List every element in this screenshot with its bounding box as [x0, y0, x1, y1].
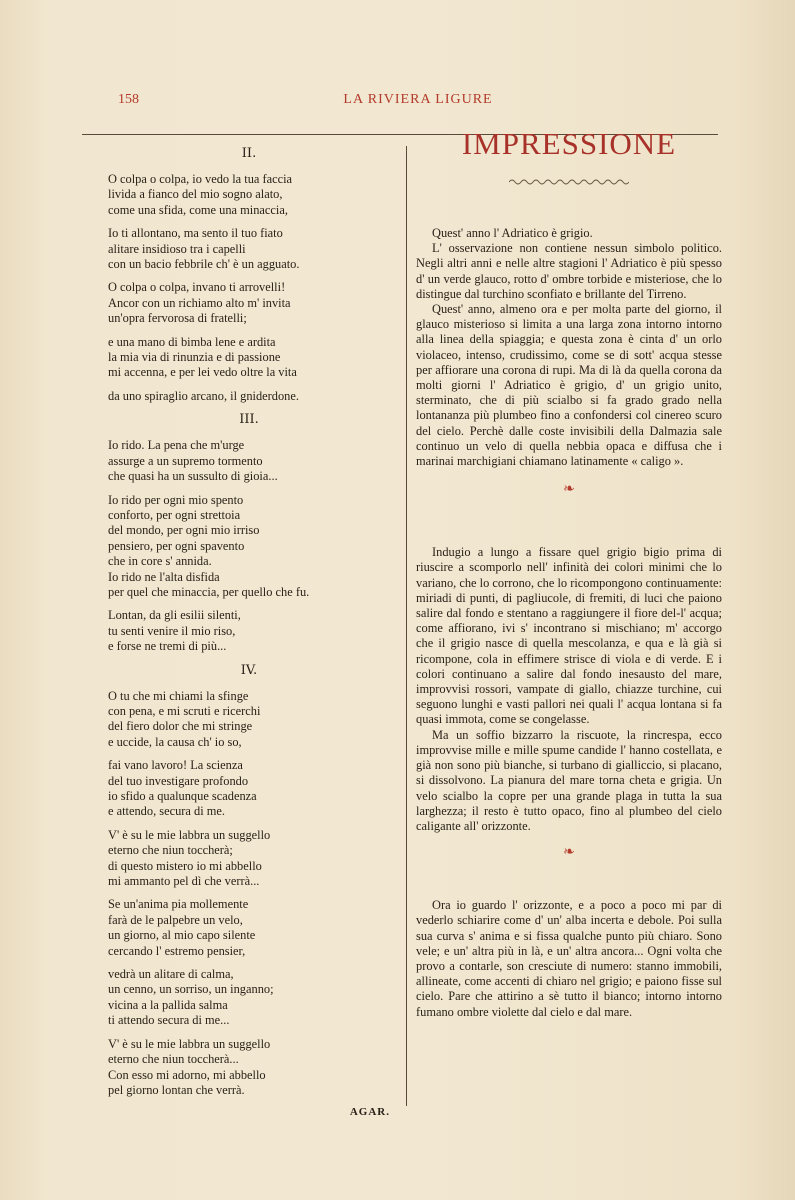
stanza [108, 172, 390, 218]
verse-line: alitare insidioso tra i capelli [108, 241, 246, 256]
article-paragraph: L' osservazione non contiene nessun simbolo politico. Negli altri anni e nelle altre stagioni l' Adriatico è più spesso d' un verde glauco, rotto d' ombre torbide e misteriose, che lo distingue dal turchino sconfiato e brillante del Tirreno. [416, 241, 722, 301]
verse-line: un'opra fervorosa di fratelli; [108, 311, 247, 326]
verse-line: farà de le palpebre un velo, [108, 912, 243, 927]
poem-column [108, 146, 390, 1118]
verse-line: pensiero, per ogni spavento [108, 538, 245, 553]
verse-line: Io rido per ogni mio spento [108, 492, 244, 507]
verse-line: O tu che mi chiami la sfinge [108, 688, 249, 703]
verse-line: tu senti venire il mio riso, [108, 623, 236, 638]
poem-signature: AGAR. [349, 1106, 390, 1119]
verse-line: V' è su le mie labbra un suggello [108, 827, 271, 842]
verse-line: ti attendo secura di me... [108, 1013, 230, 1028]
stanza [108, 897, 390, 959]
verse-line: fai vano lavoro! La scienza [108, 758, 243, 773]
verse-line: V' è su le mie labbra un suggello [108, 1036, 271, 1051]
stanza [108, 608, 390, 654]
stanza [108, 438, 390, 484]
verse-line: e uccide, la causa ch' io so, [108, 734, 242, 749]
stanza [108, 689, 390, 751]
running-title: LA RIVIERA LIGURE [343, 92, 493, 107]
article-paragraph: Ora io guardo l' orizzonte, e a poco a poco mi par di vederlo schiarire come d' un' alba incerta e debole. Poi sulla sua curva s' anima e si fissa qualche punto più chiaro. Sono vele; e un' altra più in là, e un' altra ancora... Ogni volta che provo a contarle, son cresciute di numero: stanno immobili, allineate, come accenti di chiaro nel grigio; e paiono fisse sul cielo. Pare che attirino a sè tutto il bianco; intorno intorno fumano ombre violette dal cielo e dal mare. [416, 898, 722, 1019]
verse-line: e una mano di bimba lene e ardita [108, 334, 276, 349]
stanza [108, 280, 390, 326]
verse-line: O colpa o colpa, invano ti arrovelli! [108, 280, 286, 295]
verse-line: eterno che niun toccherà; [108, 843, 233, 858]
verse-line: del fiero dolor che mi stringe [108, 719, 253, 734]
verse-line: Ancor con un richiamo alto m' invita [108, 295, 291, 310]
article-paragraph: Quest' anno l' Adriatico è grigio. [432, 226, 593, 240]
verse-line: conforto, per ogni strettoia [108, 507, 241, 522]
verse-line: pel giorno lontan che verrà. [108, 1082, 245, 1097]
verse-line: del mondo, per ogni mio irriso [108, 523, 260, 538]
article-column [416, 124, 722, 1020]
verse-line: vedrà un alitare di calma, [108, 967, 234, 982]
verse-line: io sfido a qualunque scadenza [108, 789, 257, 803]
fleuron-ornament: ❧ [563, 481, 575, 498]
page-number: 158 [118, 92, 139, 107]
article-paragraph: Indugio a lungo a fissare quel grigio bigio prima di riuscire a scomporlo nell' infinità dei colori minimi che lo variano, che lo corrono, che lo ricompongono continuamente: miriadi di punti, di pagliucole, di fremiti, di luci che paiono salire dal fondo e stentano a raggiungere il fiore del-l' acqua; come affiorano, ivi s' incontrano si mischiano; m' accorgo che il grigio nasce di quella mescolanza, e qua e là già si ricompone, cola in effimere strisce di viola e di verde. E i colori continuano a salire dal fondo inesausto del mare, improvvisi rossori, vampate di giallo, chiazze turchine, cui seguono lunghi e vasti pallori nei quali l' acqua lontana si fa quasi immota, come se congelasse. [416, 545, 722, 727]
article-paragraph: Quest' anno, almeno ora e per molta parte del giorno, il glauco misterioso si limita a una larga zona intorno intorno alla linea della spiaggia; e questa zona è cinta d' un orlo violaceo, intenso, crudissimo, come se di sott' acqua stesse per affiorare una corona di rupi. Ma di là da quella corona da molti giorni l' Adriatico è grigio, d' un grigio unito, sterminato, che di più scialbo si fa grado grado nella lontananza più plumbeo fino a confondersi col cinereo scuro del cielo. Perchè dalle coste invisibili della Dalmazia sale continuo un velo di quella nebbia opaca e diffusa che i marinai marchigiani chiamano latinamente « caligo ». [416, 302, 722, 469]
verse-line: assurge a un supremo tormento [108, 453, 263, 468]
verse-line: e attendo, secura di me. [108, 804, 225, 819]
verse-line: che in core s' annida. [108, 554, 212, 569]
verse-line: O colpa o colpa, io vedo la tua faccia [108, 172, 293, 186]
verse-line: con un bacio febbrile ch' è un agguato. [108, 257, 300, 272]
verse-line: per quel che minaccia, per quello che fu. [108, 584, 310, 599]
verse-line: del tuo investigare profondo [108, 773, 249, 788]
article-group-3 [416, 898, 722, 1020]
verse-line: un cenno, un sorriso, un inganno; [108, 982, 274, 997]
page-header [118, 92, 718, 112]
verse-line: mi accenna, e per lei vedo oltre la vita [108, 365, 297, 380]
stanza [108, 758, 390, 820]
stanza [108, 226, 390, 272]
article-paragraph: Ma un soffio bizzarro la riscuote, la rincrespa, ecco improvvise mille e mille spume candide l' hanno costellata, e già non sono più bianche, si turbano di gialliccio, si placano, si dissolvono. La pianura del mare torna cheta e grigia. Un velo scialbo la copre per una grande plaga in tutta la sua larghezza; il resto è tutto opaco, fino al plumbeo del cielo caligante all' orizzonte. [416, 727, 722, 833]
section-numeral: II. [241, 146, 257, 161]
verse-line: cercando l' estremo pensier, [108, 943, 246, 958]
verse-line: un giorno, al mio capo silente [108, 928, 256, 943]
section-numeral: III. [239, 412, 259, 428]
stanza [108, 335, 390, 381]
verse-line: Io ti allontano, ma sento il tuo fiato [108, 226, 283, 241]
verse-line: che quasi ha un sussulto di gioia... [108, 469, 278, 484]
stanza [108, 1037, 390, 1099]
verse-line: Lontan, da gli esilii silenti, [108, 608, 241, 623]
article-title: IMPRESSIONE [461, 126, 677, 161]
verse-line: e forse ne tremi di più... [108, 639, 227, 654]
verse-line: Io rido. La pena che m'urge [108, 438, 245, 453]
section-numeral: IV. [240, 662, 258, 678]
verse-line: Se un'anima pia mollemente [108, 897, 249, 912]
verse-line: la mia via di rinunzia e di passione [108, 350, 281, 365]
stanza [108, 493, 390, 601]
verse-line: Con esso mi adorno, mi abbello [108, 1067, 266, 1082]
verse-line: livida a fianco del mio sogno alato, [108, 187, 283, 202]
wave-ornament [509, 178, 629, 186]
verse-line: come una sfida, come una minaccia, [108, 202, 288, 217]
stanza [108, 967, 390, 1029]
stanza [108, 828, 390, 890]
verse-line: Io rido ne l'alta disfida [108, 569, 220, 584]
fleuron-ornament: ❧ [563, 844, 575, 861]
verse-line: di questo mistero io mi abbello [108, 858, 262, 873]
verse-line: con pena, e mi scruti e ricerchi [108, 703, 261, 718]
verse-line: mi ammanto pel dì che verrà... [108, 874, 260, 889]
verse-line: da uno spiraglio arcano, il gniderdone. [108, 388, 299, 403]
column-divider [406, 146, 407, 1106]
stanza [108, 389, 390, 404]
verse-line: eterno che niun toccherà... [108, 1052, 239, 1067]
verse-line: vicina a la pallida salma [108, 997, 228, 1012]
article-group-2 [416, 545, 722, 834]
article-group-1 [416, 226, 722, 469]
